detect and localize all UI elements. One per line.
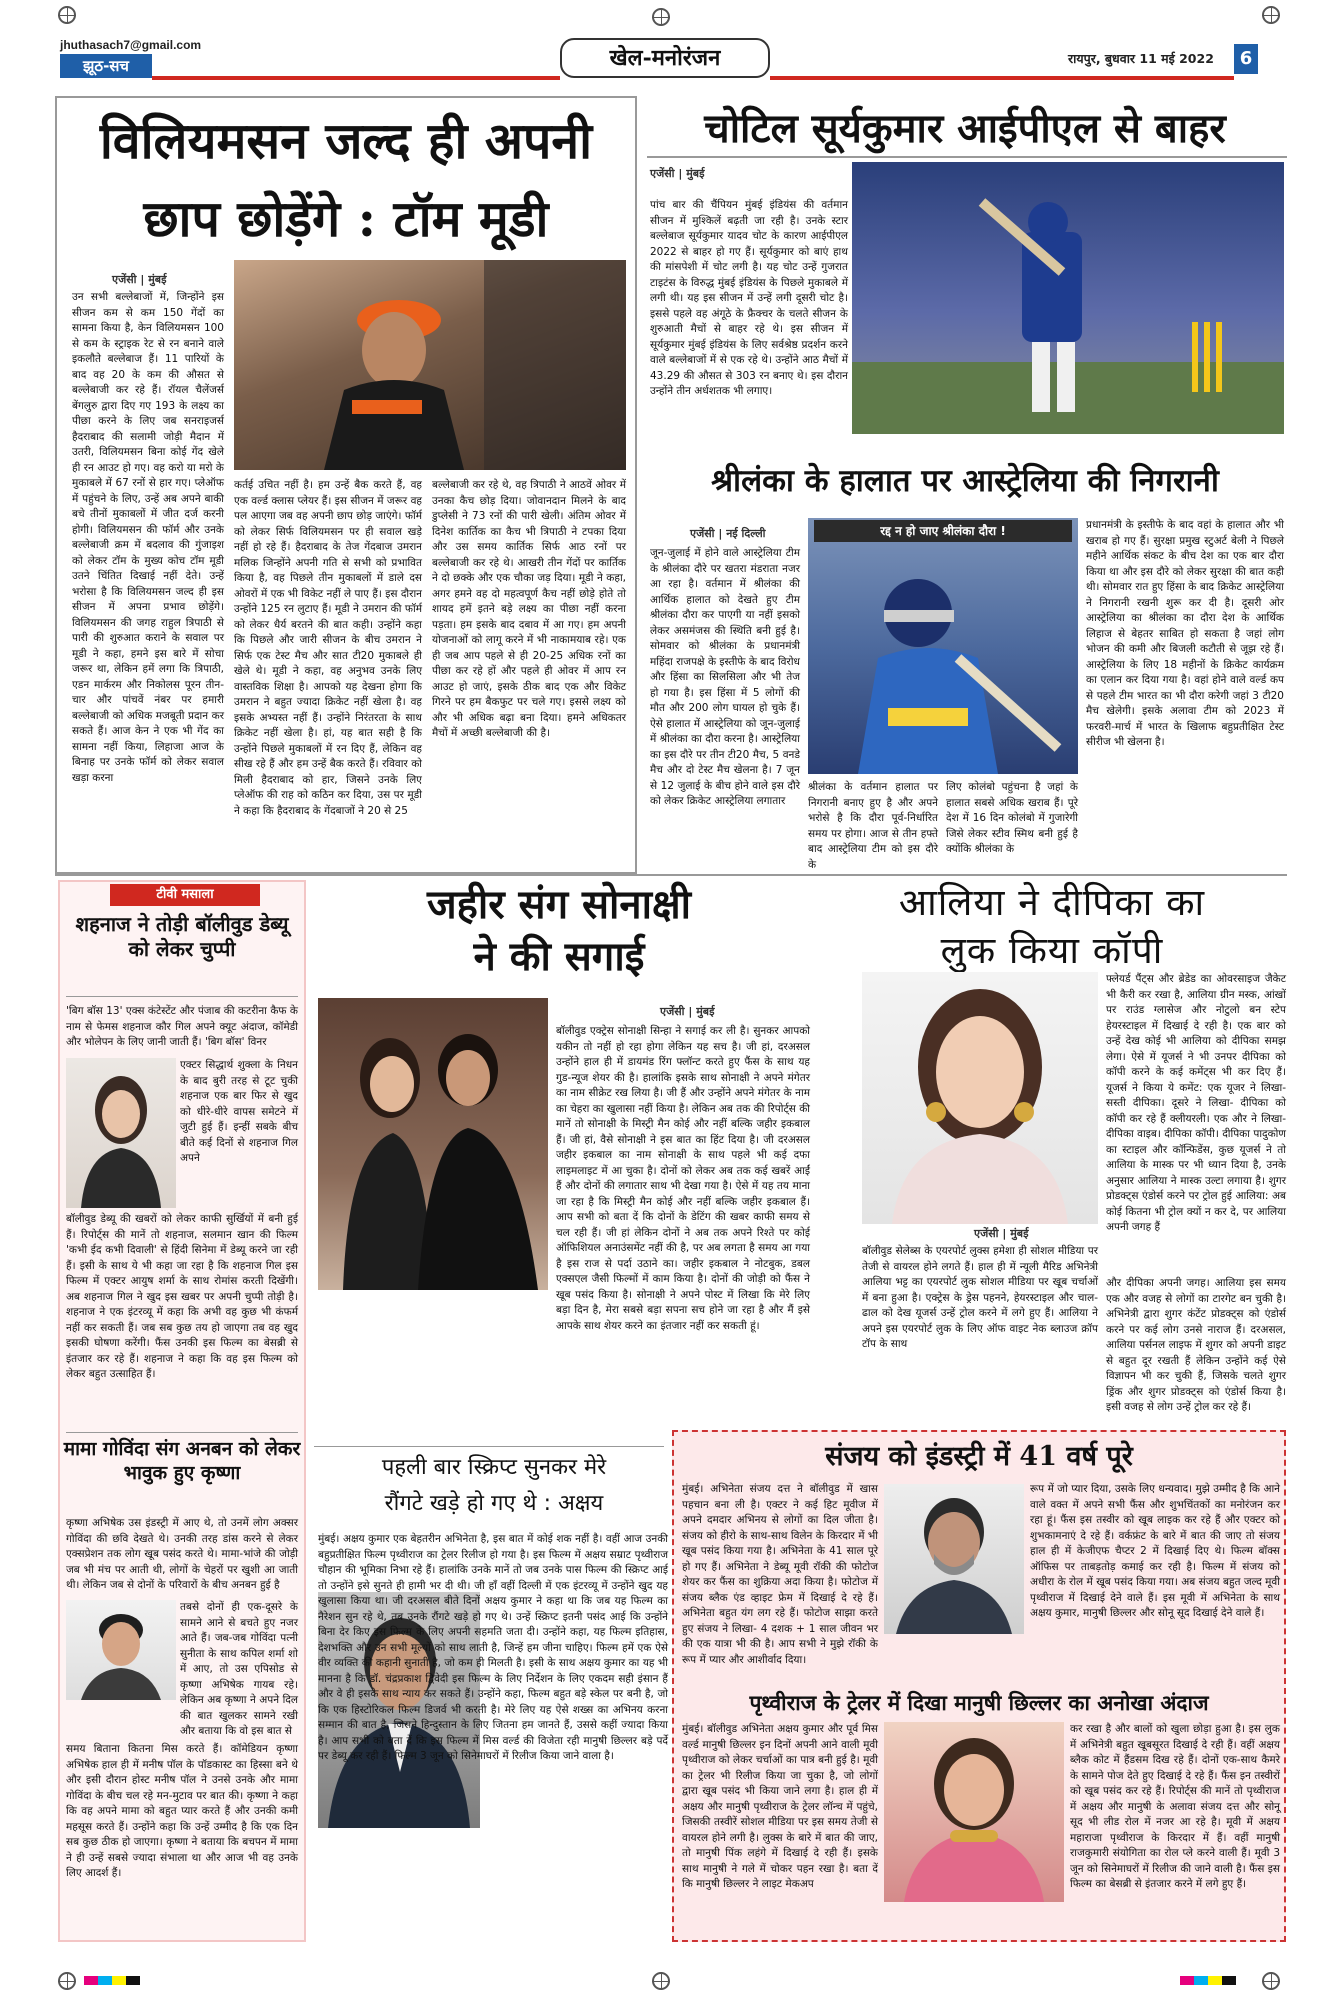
- srilanka-col2: श्रीलंका के वर्तमान हालात पर निगरानी बनाए हुए है और अपने भरोसे है कि दौरा पूर्व-निर्धारित समय पर होगा। आज से तीन हफ्ते बाद आस्ट्रेलिया टीम को इस दौरे के: [808, 781, 938, 871]
- prithviraj-headline: पृथ्वीराज के ट्रेलर में दिखा मानुषी छिल्लर का अनोखा अंदाज: [749, 1690, 1209, 1715]
- alia-headline-1: आलिया ने दीपिका का: [898, 881, 1206, 924]
- suryakumar-body: पांच बार की चैंपियन मुंबई इंडियंस की वर्तमान सीजन में मुश्किलें बढ़ती जा रही है। उनके स्टार बल्लेबाज सूर्यकुमार यादव चोट के कारण आईपीएल 2022 से बाहर हो गए हैं। सूर्यकुमार को बाएं हाथ की मांसपेशी में चोट लगी है। यह चोट उन्हें गुजरात टाइटंस के विरुद्ध मुंबई इंडियंस के पिछले मुकाबले में लगी थी। यह इस सीजन में उन्हें लगी दूसरी चोट है। इससे पहले वह अंगूठे के फ्रैक्चर के चलते सीजन के शुरुआती मैचों से बाहर रहे थे। इस सीजन में सूर्यकुमार मुंबई इंडियंस के लिए सर्वश्रेष्ठ प्रदर्शन करने वाले बल्लेबाजों में से एक रहे थे। उन्होंने आठ मैचों में 43.29 की औसत से 303 रन बनाए थे। इस दौरान उन्होंने तीन अर्धशतक भी लगाए।: [650, 199, 848, 397]
- manushi-chhillar-photo: [884, 1722, 1064, 1902]
- alia-body-right-bottom: और दीपिका अपनी जगह। आलिया इस समय एक और वजह से लोगों का टारगेट बन चुकी है। अभिनेत्री द्वारा शुगर कंटेंट प्रोडक्ट्स को एंडोर्स करने पर कई लोग उनसे नाराज हैं। दरअसल, आलिया पर्सनल लाइफ में शुगर को अपनी डाइट से बहुत दूर रखती हैं लेकिन उन्होंने कई ऐसे विज्ञापन भी कर चुकी हैं, जिसके चलते शुगर ड्रिंक और शुगर प्रोडक्ट्स को एंडोर्स किया है। इसी वजह से लोग उन्हें ट्रोल कर रहे हैं।: [1106, 1277, 1286, 1413]
- williamson-col1: उन सभी बल्लेबाजों में, जिन्होंने इस सीजन कम से कम 150 गेंदों का सामना किया है, केन विलियमसन 100 से कम के स्ट्राइक रेट से रन बनाने वाले इकलौते बल्लेबाज हैं। 11 पारियों के बाद वह 20 के कम की औसत से बल्लेबाजी कर रहे हैं। रॉयल चैलेंजर्स बेंगलुरु द्वारा दिए गए 193 के लक्ष्य का पीछा करने के लिए जब सनराइजर्स हैदराबाद की सलामी जोड़ी मैदान में उतरी, विलियमसन बिना कोई गेंद खेले ही रन आउट हो गए। वह करो या मरो के मुकाबले में 67 रनों से हार गए। प्लेऑफ में पहुंचने के लिए, उन्हें अब अपने बाकी बचे तीनों मुकाबलों में जीत दर्ज करनी होगी। विलियमसन की फॉर्म और उनके बल्लेबाजी क्रम में बदलाव की गुंजाइश को लेकर टॉम के मुख्य कोच टॉम मूडी उतने चिंतित दिखाई नहीं देते। उन्हें भरोसा है कि विलियमसन जल्द ही इस सीजन में अपना प्रभाव छोड़ेंगे। विलियमसन की जगह राहुल त्रिपाठी से पारी की शुरुआत कराने के सवाल पर मूडी ने कहा, हमने इस बारे में सोचा जरूर था, लेकिन हमें लगा कि त्रिपाठी, एडन मार्करम और निकोलस पूरन तीन-चार और पांचवें नंबर पर हमारी बल्लेबाजी को अधिक मजबूती प्रदान कर सकते हैं। आज केन ने एक भी गेंद का सामना नहीं किया, लिहाजा आज के बिनाह पर उनके फॉर्म को लेकर सवाल खड़ा करना: [72, 291, 224, 784]
- prithviraj-body-left: मुंबई। बॉलीवुड अभिनेता अक्षय कुमार और पूर्व मिस वर्ल्ड मानुषी छिल्लर इन दिनों अपनी आने वाली मूवी पृथ्वीराज को लेकर चर्चाओं का पात्र बनी हुई है। मूवी का ट्रेलर भी रिलीज किया जा चुका है, जो लोगों द्वारा खूब पसंद भी किया जाने लगा है। हाल ही में अक्षय और मानुषी पृथ्वीराज के ट्रेलर लॉन्च में पहुंचे, जिसकी तस्वीरें सोशल मीडिया पर इस समय तेजी से वायरल होने लगी है। लुक्स के बारे में बात की जाए, तो मानुषी पिंक लहंगे में दिखाई दे रही हैं। इसके साथ मानुषी ने गले में चोकर पहन रखा है। बता दें कि मानुषी छिल्लर ने लाइट मेकअप: [682, 1723, 878, 1890]
- zaheer-byline: एजेंसी | मुंबई: [660, 1005, 715, 1018]
- color-bar-left: [84, 1976, 140, 1985]
- shehnaaz-body-bottom: बॉलीवुड डेब्यू की खबरों को लेकर काफी सुर्खियों में बनी हुई हैं। रिपोर्ट्स की मानें तो शहनाज, सलमान खान की फिल्म 'कभी ईद कभी दिवाली' से हिंदी सिनेमा में डेब्यू करने जा रही हैं। इसी के साथ ये भी कहा जा रहा है कि शहनाज गिल इस फिल्म में एक्टर आयुष शर्मा के साथ रोमांस करती दिखेंगी। अब शहनाज गिल ने खुद इस खबर पर अपनी चुप्पी तोड़ी है। शहनाज ने एक इंटरव्यू में कहा कि अभी वह कुछ भी कंफर्म नहीं कर सकती हैं। जब सब कुछ तय हो जाएगा तब वह खुद इसकी घोषणा करेंगी। फैंस उनकी इस फिल्म का बेसब्री से इंतजार कर रहे हैं। शहनाज ने कहा कि वह इस फिल्म को लेकर बहुत उत्साहित हैं।: [66, 1213, 298, 1380]
- suryakumar-byline: एजेंसी | मुंबई: [650, 167, 705, 180]
- govinda-body-bottom: समय बिताना कितना मिस करते हैं। कॉमेडियन कृष्णा अभिषेक हाल ही में मनीष पॉल के पॉडकास्ट का हिस्सा बने थे और इसी दौरान होस्ट मनीष पॉल ने उनसे उनके और मामा गोविंदा के बीच चल रहे मन-मुटाव पर बात की। कृष्णा ने कहा कि वह अपने मामा को बहुत प्यार करते हैं और उनकी कमी महसूस करते हैं। उन्होंने कहा कि उन्हें उम्मीद है कि एक दिन सब कुछ ठीक हो जाएगा। कृष्णा ने बताया कि बचपन में मामा ने ही उन्हें सबसे ज्यादा संभाला था और आज भी वह उनके लिए आदर्श हैं।: [66, 1743, 298, 1879]
- registration-mark-bottom-left: [58, 1972, 76, 1990]
- akshay-headline-2: रौंगटे खड़े हो गए थे : अक्षय: [384, 1491, 604, 1516]
- williamson-col3: बल्लेबाजी कर रहे थे, वह त्रिपाठी ने आठवें ओवर में उनका कैच छोड़ दिया। जोवानदान मिलने के बाद डुप्लेसी ने 73 रनों की पारी खेली। अंतिम ओवर में दिनेश कार्तिक का कैच भी त्रिपाठी ने टपका दिया और उस समय कार्तिक सिर्फ आठ रनों पर बल्लेबाजी कर रहे थे। आखरी तीन गेंदों पर कार्तिक ने दो छक्के और एक चौका जड़ दिया। मूडी ने कहा, अगर हमने वह दो महत्वपूर्ण कैच नहीं छोड़े होते तो शायद हमें इतने बड़े लक्ष्य का पीछा नहीं करना पड़ता। हम इसके बाद दबाव में आ गए। हम अपनी योजनाओं को लागू करने में भी नाकामयाब रहे। एक ही जब आप पहले से ही 20-25 अधिक रनों का पीछा कर रहे हों और पहले ही ओवर में आप रन आउट हो जाएं, इसके ठीक बाद एक और विकेट गिरने पर हम बैकफुट पर चले गए। इससे लक्ष्य को और भी अधिक बढ़ा बना दिया। हमने अधिकतर मैचों में अच्छी बल्लेबाजी की है।: [432, 479, 626, 739]
- header-email[interactable]: jhuthasach7@gmail.com: [60, 38, 202, 52]
- williamson-headline-1: विलियमसन जल्द ही अपनी: [99, 111, 593, 170]
- williamson-headline-2: छाप छोड़ेंगे : टॉम मूडी: [143, 189, 549, 248]
- registration-mark-bottom-right: [1262, 1972, 1280, 1990]
- sanjay-dutt-photo: [884, 1484, 1024, 1634]
- page-number: 6: [1234, 44, 1258, 74]
- color-bar-right: [1180, 1976, 1236, 1985]
- top-section-divider: [55, 874, 1287, 876]
- header-rule-left: [152, 76, 560, 80]
- tv-masala-label: टीवी मसाला: [110, 884, 260, 906]
- williamson-col2: कर्तई उचित नहीं है। हम उन्हें बैक करते हैं, वह एक वर्ल्ड क्लास प्लेयर हैं। इस सीजन में जरूर वह पल आएगा जब वह अपनी छाप छोड़ जाएंगे। फॉर्म को लेकर सिर्फ विलियमसन पर ही सवाल खड़े नहीं हो रहे हैं। हैदराबाद के तेज गेंदबाज उमरान मलिक जिन्होंने अपनी गति से सभी को प्रभावित किया है, वह पिछले तीन मुकाबलों में डाले दस ओवरों में एक भी विकेट नहीं ले पाए हैं। इस दौरान उन्होंने 125 रन लुटाए हैं। मूडी ने उमरान की फॉर्म को लेकर धैर्य बरतने की बात कही। उन्होंने कहा कि पिछले और जारी सीजन के बीच उमरान ने सिर्फ एक टेस्ट मैच और सात टी20 मुकाबले ही खेले थे। मूडी ने कहा, वह अनुभव उनके लिए वास्तविक शिक्षा है। आपको यह देखना होगा कि उमरान ने बहुत ज्यादा क्रिकेट नहीं खेला है। वह इसके अभ्यस्त नहीं हैं। उन्होंने निरंतरता के साथ क्रिकेट नहीं खेला है। हां, यह बात सही है कि उन्होंने पिछले मुकाबलों में रन दिए हैं, लेकिन वह सीख रहे हैं और हम उन्हें बैक करते हैं। रविवार को मिली हैदराबाद को हार, जिसने उनके लिए प्लेऑफ की राह को कठिन कर दिया, उस पर मूडी ने कहा कि हैदराबाद के गेंदबाजों ने 20 से 25: [234, 479, 422, 817]
- govinda-headline: मामा गोविंदा संग अनबन को लेकर भावुक हुए कृष्णा: [63, 1438, 301, 1484]
- registration-mark-top-left: [58, 6, 76, 24]
- srilanka-photo-caption: रद्द न हो जाए श्रीलंका दौरा !: [814, 520, 1072, 542]
- zaheer-sonakshi-photo: [318, 998, 548, 1290]
- williamson-byline: एजेंसी | मुंबई: [112, 273, 167, 286]
- section-title: खेल-मनोरंजन: [560, 38, 770, 78]
- akshay-body: मुंबई। अक्षय कुमार एक बेहतरीन अभिनेता है, इस बात में कोई शक नहीं है। वहीं आज उनकी बहुप्रतीक्षित फिल्म पृथ्वीराज का ट्रेलर रिलीज हो गया है। इस फिल्म में अक्षय सम्राट पृथ्वीराज चौहान की भूमिका निभा रहे हैं। हालांकि उनके मानें तो जब उनके पास फिल्म की स्क्रिप्ट आई तो उन्होंने इसे सुनते ही हामी भर दी थी। जी हाँ वहीं दिल्ली में एक इंटरव्यू में उन्होंने खुद यह खुलासा किया था। जी दरअसल बीते दिनों अक्षय कुमार ने कहा था कि जब यह फिल्म का नैरेशन सुन रहे थे, तब उनके रौंगटे खड़े हो गए थे। उन्हें स्क्रिप्ट इतनी पसंद आई कि उन्होंने बिना देर किए इस फिल्म के लिए अपनी सहमति जता दी। उन्होंने कहा, यह फिल्म इतिहास, देशभक्ति और उन सभी मूल्यों को साथ लाती है, जिन्हें हम जीना चाहिए। फिल्म हमें एक ऐसे वीर व्यक्ति की कहानी सुनाती है, जो कम ही मिलती है। इसी के साथ अक्षय कुमार का यह भी मानना है कि डॉ. चंद्रप्रकाश द्विवेदी इस फिल्म के लिए निर्देशन के लिए एकदम सही इंसान हैं और वे ही इसके साथ न्याय कर सकते हैं। उन्होंने कहा, फिल्म बहुत बड़े स्केल पर बनी है, जो कि एक हिस्टोरिकल फिल्म डिजर्व भी करती है। मेरे लिए यह ऐसे शख्स का अभिनय करना सम्मान की बात है, जिसने हिन्दुस्तान के लिए जितना हम जानते हैं, उससे कहीं ज्यादा किया है। आप सभी को बता दें कि इस फिल्म में मिस वर्ल्ड की विजेता रही मानुषी छिल्लर बड़े पर्दे पर डेब्यू कर रही हैं। फिल्म 3 जून को सिनेमाघरों में रिलीज किया जाने वाला है।: [318, 1533, 668, 1762]
- shehnaaz-headline: शहनाज ने तोड़ी बॉलीवुड डेब्यू को लेकर चुप्पी: [75, 912, 289, 961]
- suryakumar-top-rule: [647, 156, 1287, 158]
- suryakumar-batting-photo: [852, 162, 1284, 434]
- akshay-top-rule: [314, 1446, 664, 1447]
- kane-williamson-photo: [234, 260, 626, 470]
- srilanka-headline: श्रीलंका के हालात पर आस्ट्रेलिया की निगरानी: [711, 463, 1219, 499]
- header-rule-right: [770, 76, 1234, 80]
- srilanka-col4: प्रधानमंत्री के इस्तीफे के बाद वहां के हालात और भी खराब हो गए हैं। सुरक्षा प्रमुख स्टुअर्ट बेली ने पिछले महीने आर्थिक संकट के बीच देश का एक बार दौरा किया था और इस दौरे को लेकर सुरक्षा की बात कही थी। सोमवार रात हुए हिंसा के बाद क्रिकेट आस्ट्रेलिया ने निगरानी रखनी शुरू कर दी है। दूसरी ओर आस्ट्रेलिया का श्रीलंका का दौरा देश के आर्थिक लिहाज से बेहतर साबित हो सकता है जहां लोग भोजन की कमी और बिजली कटौती से जूझ रहे हैं। आस्ट्रेलिया के लिए 18 महीनों के क्रिकेट कार्यक्रम का एलान कर दिया गया है। वहां होने वाले वर्ल्ड कप से पहले टीम भारत का भी दौरा करेगी जहां 3 टी20 मैच खेलेगी। इसके अलावा टीम को 2023 में फरवरी-मार्च में भारत के खिलाफ बहुप्रतीक्षित टेस्ट सीरीज भी खेलना है।: [1086, 519, 1284, 748]
- shehnaaz-gill-photo: [66, 1058, 176, 1208]
- govinda-body-top: कृष्णा अभिषेक उस इंडस्ट्री में आए थे, तो उनमें लोग अक्सर गोविंदा की छवि देखते थे। उनकी तरह डांस करने से लेकर एक्सप्रेशन तक लोग खूब पसंद करते थे। मामा-भांजे की जोड़ी जब भी मंच पर आती थी, लोगों के चेहरों पर खुशी आ जाती थी। लेकिन जब से दोनों के परिवारों के बीच अनबन हुई है: [66, 1517, 298, 1591]
- zaheer-headline-2: ने की सगाई: [473, 933, 645, 980]
- shehnaaz-body-side: एक्टर सिद्धार्थ शुक्ला के निधन के बाद बुरी तरह से टूट चुकी शहनाज एक बार फिर से खुद को धीरे-धीरे वापस समेटने में जुटी हुई हैं। इन्हीं सबके बीच बीते कई दिनों से शहनाज गिल अपने: [180, 1059, 298, 1164]
- sanjay-body-right: रूप में जो प्यार दिया, उसके लिए धन्यवाद। मुझे उम्मीद है कि आने वाले वक्त में अपने सभी फैंस और शुभचिंतकों का मनोरंजन कर रहा हूं। फैंस इस तस्वीर को खूब लाइक कर रहे हैं और एक्टर को शुभकामनाएं दे रहे हैं। वर्कफ्रंट के बारे में बात की जाए तो संजय हाल ही में केजीएफ चैप्टर 2 में दिखाई दिए थे। फिल्म बॉक्स ऑफिस पर ताबड़तोड़ कमाई कर रही है। फिल्म में संजय को अधीरा के रोल में खूब पसंद किया गया। अब संजय बहुत जल्द मूवी पृथ्वीराज में दिखाई देने वाले हैं। इस मूवी में अभिनेता के साथ अक्षय कुमार, मानुषी छिल्लर और सोनू सूद दिखाई देने वाले हैं।: [1030, 1483, 1280, 1619]
- srilanka-col1: जून-जुलाई में होने वाले आस्ट्रेलिया टीम के श्रीलंका दौरे पर खतरा मंडराता नजर आ रहा है। वर्तमान में श्रीलंका की आर्थिक हालात को देखते हुए टीम श्रीलंका दौरा कर पाएगी या नहीं इसको लेकर असमंजस की स्थिति बनी हुई है। सोमवार को श्रीलंका के प्रधानमंत्री महिंदा राजपक्षे के इस्तीफे के बाद विरोध और हिंसा का सिलसिला और भी तेज हो गया है। इस हिंसा में 5 लोगों की मौत और 200 लोग घायल हो चुके हैं। ऐसे हालात में आस्ट्रेलिया को जून-जुलाई में श्रीलंका का दौरा करना है। आस्ट्रेलिया का इस दौरे पर तीन टी20 मैच, 5 वनडे मैच और दो टेस्ट मैच खेलना है। 7 जून से 12 जुलाई के बीच होने वाले इस दौरे को लेकर क्रिकेट आस्ट्रेलिया लगातार: [650, 547, 800, 807]
- sanjay-body-left: मुंबई। अभिनेता संजय दत्त ने बॉलीवुड में खास पहचान बना ली है। एक्टर ने कई हिट मूवीज में अपने दमदार अभिनय से लोगों का दिल जीता है। संजय को हीरो के साथ-साथ विलेन के किरदार में भी खूब पसंद किया गया है। अभिनेता के 41 साल पूरे हो गए हैं। अभिनेता ने डेब्यू मूवी रॉकी की फोटोज शेयर कर फैंस का शुक्रिया अदा किया है। फोटोज में संजय ब्लैक एंड व्हाइट फ्रेम में दिखाई दे रहे हैं। अभिनेता बहुत यंग लग रहे हैं। फोटोज साझा करते हुए संजय ने लिखा- 4 दशक + 1 साल जीवन भर की एक यात्रा भी की है। आप सभी ने मुझे रॉकी के रूप में प्यार और आशीर्वाद दिया।: [682, 1483, 878, 1666]
- alia-body-left: बॉलीवुड सेलेब्स के एयरपोर्ट लुक्स हमेशा ही सोशल मीडिया पर तेजी से वायरल होने लगते हैं। हाल ही में न्यूली मैरिड अभिनेत्री आलिया भट्ट का एयरपोर्ट लुक सोशल मीडिया पर खूब चर्चाओं में बना हुआ है। एक्ट्रेस के ड्रेस पहनने, हेयरस्टाइल और चाल-ढाल को देख यूजर्स उन्हें ट्रोल करने में लगे हुए हैं। आलिया ने अपने इस एयरपोर्ट लुक के लिए ऑफ वाइट नेक ब्लाउज क्रॉप टॉप के साथ: [862, 1245, 1098, 1350]
- dateline: रायपुर, बुधवार 11 मई 2022: [1068, 51, 1214, 66]
- srilanka-cricketer-photo: [808, 518, 1078, 774]
- krushna-abhishek-photo: [66, 1600, 176, 1700]
- registration-mark-top-center: [652, 8, 670, 26]
- prithviraj-body-right: कर रखा है और बालों को खुला छोड़ा हुआ है। इस लुक में अभिनेत्री बहुत खूबसूरत दिखाई दे रही हैं। वहीं अक्षय ब्लैक कोट में हैंडसम दिख रहे हैं। दोनों एक-साथ कैमरे के सामने पोज देते हुए दिखाई दे रहे हैं। फैंस इन तस्वीरों को खूब पसंद कर रहे हैं। रिपोर्ट्स की मानें तो पृथ्वीराज में अक्षय और मानुषी के अलावा संजय दत्त और सोनू सूद भी लीड रोल में नजर आ रहे है। मूवी में अक्षय महाराजा पृथ्वीराज के किरदार में हैं। वहीं मानुषी राजकुमारी संयोगिता का रोल प्ले करने वाली हैं। मूवी 3 जून को सिनेमाघरों में रिलीज की जाने वाली है। फैंस इस फिल्म का बेसब्री से इंतजार करने में लगे हुए हैं।: [1070, 1723, 1280, 1890]
- akshay-headline-1: पहली बार स्क्रिप्ट सुनकर मेरे: [381, 1455, 607, 1480]
- suryakumar-headline: चोटिल सूर्यकुमार आईपीएल से बाहर: [704, 105, 1226, 152]
- shehnaaz-rule: [66, 996, 298, 997]
- govinda-body-side: तबसे दोनों ही एक-दूसरे के सामने आने से बचते हुए नजर आते हैं। जब-जब गोविंदा पत्नी सुनीता के साथ कपिल शर्मा शो में आए, तो उस एपिसोड से कृष्णा अभिषेक गायब रहे। लेकिन अब कृष्णा ने अपने दिल की बात खुलकर सामने रखी और बताया कि वो इस बात से: [180, 1601, 298, 1737]
- shehnaaz-body-top: 'बिग बॉस 13' एक्स कंटेस्टेंट और पंजाब की कटरीना कैफ के नाम से फेमस शहनाज कौर गिल अपने क्यूट अंदाज, कॉमेडी और भोलेपन के लिए जानी जाती हैं। 'बिग बॉस' विनर: [66, 1005, 298, 1048]
- registration-mark-top-right: [1262, 6, 1280, 24]
- alia-bhatt-photo: [862, 972, 1098, 1224]
- registration-mark-bottom-center: [652, 1972, 670, 1990]
- alia-byline: एजेंसी | मुंबई: [974, 1227, 1029, 1240]
- brand-logo: झूठ-सच: [60, 54, 152, 78]
- alia-body-right: फ्लेयर्ड पैंट्स और ब्रेडेड का ओवरसाइज जैकेट भी कैरी कर रखा है, आलिया ग्रीन मस्क, आंखों पर राउंड ग्लासेज और नोटुलो बन स्टेप हेयरस्टाइल में दिखाई दे रही है। एक बार को उन्हें देख कोई भी आलिया को दीपिका समझ लेगा। ऐसे में यूजर्स ने भी उनपर दीपिका को कॉपी करने के कई कमेंट्स भी कर दिए हैं। यूजर्स ने किया ये कमेंट: एक यूजर ने लिखा- सस्ती दीपिका। दूसरे ने लिखा- दीपिका को कॉपी कर रहे हैं क्लीयरली। एक और ने लिखा- दीपिका वाइब। दीपिका कॉपी। दीपिका पादुकोण का स्टाइल और कॉन्फिडेंस, कुछ यूजर्स ने तो आलिया के मास्क पर भी ध्यान दिया है, उनके अनुसार आलिया ने मास्क उल्टा लगाया है। शुगर प्रोडक्ट्स एंडोर्स करने पर ट्रोल हुई आलिया: अब कोई कितना भी ट्रोल क्यों न कर दे, पर आलिया अपनी जगह हैं: [1106, 973, 1286, 1233]
- srilanka-byline: एजेंसी | नई दिल्ली: [690, 527, 766, 540]
- alia-headline-2: लुक किया कॉपी: [940, 929, 1164, 972]
- zaheer-body: बॉलीवुड एक्ट्रेस सोनाक्षी सिन्हा ने सगाई कर ली है। सुनकर आपको यकीन तो नहीं हो रहा होगा लेकिन यह सच है। जी हां, दरअसल उन्होंने हाल ही में डायमंड रिंग फ्लॉन्ट करते हुए फैंस के साथ यह गुड-न्यूज शेयर की है। हालांकि इसके साथ सोनाक्षी ने अपने मंगेतर का नाम सीक्रेट रख लिया है। जी हैं और उन्होंने अपने मंगेतर के नाम का चेहरा का खुलासा नहीं किया है। लेकिन अब तक की रिपोर्ट्स की मानें तो सोनाक्षी के मिस्ट्री मैन कोई और नहीं बल्कि जहीर इकबाल हैं। जी हां, वैसे सोनाक्षी ने इस बात का हिंट दिया है। जी दरअसल जहीर इकबाल का नाम सोनाक्षी के साथ पहले भी कई दफा लाइमलाइट में आ चुका है। दोनों को लेकर अब तक कई खबरें आईं हैं और दोनों की लगातार साथ भी देखा गया है। ऐसे में यह तय माना जा रहा है कि मिस्ट्री मैन कोई और नहीं बल्कि जहीर इकबाल हैं। आप सभी को बता दें कि दोनों के डेटिंग की खबर काफी समय से चल रही हैं। जी हां लेकिन दोनों ने अब तक अपने रिश्ते पर कोई ऑफिशियल अनाउंसमेंट नहीं की है, पर अब लगता है समय आ गया है इस राज से पर्दा उठाने का। जहीर इकबाल ने नोटबुक, डबल एक्सएल जैसी फिल्मों में काम किया है। दोनों की जोड़ी को फैंस ने खूब पसंद किया है। सोनाक्षी ने अपने पोस्ट में लिखा कि मेरे लिए बड़ा दिन है, मेरा सबसे बड़ा सपना सच होने जा रहा है और मैं इसे आपके साथ शेयर करने का इंतजार नहीं कर सकती हूं।: [556, 1025, 810, 1332]
- srilanka-col3: लिए कोलंबो पहुंचना है जहां के हालात सबसे अधिक खराब हैं। पूरे देश में 16 दिन कोलंबो में गुजारेगी जिसे लेकर स्टीव स्मिथ बनी हुई है क्योंकि श्रीलंका के: [946, 781, 1078, 855]
- zaheer-headline-1: जहीर संग सोनाक्षी: [426, 881, 692, 928]
- govinda-top-rule: [66, 1432, 298, 1433]
- sanjay-headline: संजय को इंडस्ट्री में 41 वर्ष पूरे: [825, 1441, 1133, 1472]
